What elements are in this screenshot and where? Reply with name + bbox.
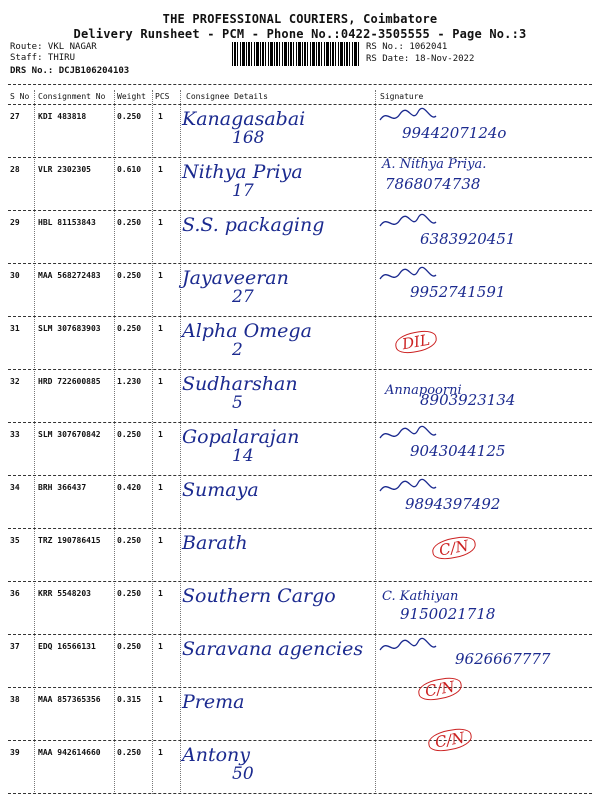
row-divider — [8, 316, 592, 317]
signature-phone: 9626667777 — [455, 650, 551, 668]
consignment-number: BRH 366437 — [38, 483, 87, 492]
row-divider — [8, 581, 592, 582]
consignment-number: HRD 722600885 — [38, 377, 101, 386]
serial-number: 28 — [10, 165, 20, 174]
row-divider — [8, 634, 592, 635]
weight-value: 0.250 — [117, 324, 142, 333]
weight-value: 0.250 — [117, 536, 142, 545]
row-divider — [8, 687, 592, 688]
signature-phone: 6383920451 — [420, 230, 516, 248]
table-row — [0, 106, 600, 166]
consignee-name: Nithya Priya — [182, 161, 303, 183]
pieces-count: 1 — [158, 271, 163, 280]
status-mark: C/N — [427, 726, 473, 753]
rs-no-label: RS No.: 1062041 — [366, 42, 448, 52]
consignee-name: Barath — [182, 532, 248, 554]
serial-number: 29 — [10, 218, 20, 227]
pieces-count: 1 — [158, 218, 163, 227]
pieces-count: 1 — [158, 112, 163, 121]
consignee-name: Prema — [182, 691, 245, 713]
pieces-count: 1 — [158, 589, 163, 598]
consignee-door-number: 5 — [232, 393, 243, 413]
staff-label: Staff: THIRU — [10, 53, 76, 63]
consignment-number: SLM 307670842 — [38, 430, 101, 439]
consignee-name: Saravana agencies — [182, 638, 364, 660]
row-divider — [8, 740, 592, 741]
serial-number: 36 — [10, 589, 20, 598]
weight-value: 0.250 — [117, 271, 142, 280]
table-row — [0, 677, 600, 749]
row-divider — [8, 422, 592, 423]
status-mark: C/N — [417, 675, 463, 702]
serial-number: 38 — [10, 695, 20, 704]
signature-note: Annapoorni — [385, 383, 462, 398]
weight-value: 0.250 — [117, 748, 142, 757]
consignee-name: S.S. packaging — [182, 214, 325, 236]
pieces-count: 1 — [158, 536, 163, 545]
consignment-number: VLR 2302305 — [38, 165, 91, 174]
pieces-count: 1 — [158, 642, 163, 651]
table-row — [0, 265, 600, 325]
consignee-name: Gopalarajan — [182, 426, 300, 448]
table-row — [0, 477, 600, 537]
consignment-number: MAA 568272483 — [38, 271, 101, 280]
route-label: Route: VKL NAGAR — [10, 42, 97, 52]
serial-number: 35 — [10, 536, 20, 545]
row-divider — [8, 369, 592, 370]
serial-number: 39 — [10, 748, 20, 757]
table-row — [0, 318, 600, 378]
row-divider — [8, 157, 592, 158]
pieces-count: 1 — [158, 377, 163, 386]
consignee-name: Kanagasabai — [182, 108, 306, 130]
column-header-signature: Signature — [380, 92, 424, 101]
row-divider — [8, 528, 592, 529]
consignee-name: Antony — [182, 744, 251, 766]
column-header-sno: S No — [10, 92, 30, 101]
weight-value: 0.250 — [117, 589, 142, 598]
serial-number: 27 — [10, 112, 20, 121]
column-header-consignment: Consignment No — [38, 92, 106, 101]
row-divider — [8, 475, 592, 476]
row-divider — [8, 210, 592, 211]
pieces-count: 1 — [158, 695, 163, 704]
consignment-number: KDI 483818 — [38, 112, 87, 121]
barcode — [232, 42, 360, 66]
consignment-number: EDQ 16566131 — [38, 642, 96, 651]
row-divider — [8, 793, 592, 794]
weight-value: 0.420 — [117, 483, 142, 492]
consignment-number: MAA 857365356 — [38, 695, 101, 704]
serial-number: 34 — [10, 483, 20, 492]
rs-date-label: RS Date: 18-Nov-2022 — [366, 54, 475, 64]
pieces-count: 1 — [158, 165, 163, 174]
weight-value: 0.250 — [117, 642, 142, 651]
serial-number: 33 — [10, 430, 20, 439]
consignee-door-number: 14 — [232, 446, 254, 466]
consignee-name: Alpha Omega — [182, 320, 312, 342]
weight-value: 0.250 — [117, 112, 142, 121]
drs-label: DRS No.: DCJB106204103 — [10, 66, 130, 76]
signature-phone: 9894397492 — [405, 495, 501, 513]
consignee-name: Sudharshan — [182, 373, 298, 395]
consignee-name: Sumaya — [182, 479, 259, 501]
row-divider — [8, 263, 592, 264]
signature-phone: 9043044125 — [410, 442, 506, 460]
column-header-consignee: Consignee Details — [186, 92, 268, 101]
runsheet-subtitle: Delivery Runsheet - PCM - Phone No.:0422-3505555 - Page No.:3 — [73, 27, 527, 41]
table-row — [0, 159, 600, 219]
weight-value: 0.250 — [117, 218, 142, 227]
weight-value: 0.250 — [117, 430, 142, 439]
pieces-count: 1 — [158, 324, 163, 333]
status-mark: DIL — [394, 329, 439, 356]
consignee-door-number: 2 — [232, 340, 243, 360]
serial-number: 32 — [10, 377, 20, 386]
weight-value: 1.230 — [117, 377, 142, 386]
consignment-number: MAA 942614660 — [38, 748, 101, 757]
serial-number: 37 — [10, 642, 20, 651]
consignee-door-number: 27 — [232, 287, 254, 307]
signature-phone: 7868074738 — [385, 175, 481, 193]
signature-phone: 8903923134 — [420, 391, 516, 409]
page-title: THE PROFESSIONAL COURIERS, Coimbatore — [162, 12, 438, 26]
table-row — [0, 583, 600, 643]
consignment-number: KRR 5548203 — [38, 589, 91, 598]
serial-number: 31 — [10, 324, 20, 333]
signature-note: C. Kathiyan — [382, 589, 459, 604]
signature-note: A. Nithya Priya. — [382, 157, 487, 172]
table-row — [0, 530, 600, 590]
table-row — [0, 728, 600, 802]
consignee-name: Southern Cargo — [182, 585, 336, 607]
signature-phone: 9150021718 — [400, 605, 496, 623]
consignment-number: SLM 307683903 — [38, 324, 101, 333]
table-row — [0, 371, 600, 431]
signature-scribble — [378, 636, 438, 658]
column-header-divider — [8, 104, 592, 105]
pieces-count: 1 — [158, 483, 163, 492]
table-row — [0, 424, 600, 484]
consignee-door-number: 50 — [232, 764, 254, 784]
header-divider — [8, 84, 592, 85]
consignment-number: HBL 81153843 — [38, 218, 96, 227]
consignee-door-number: 17 — [232, 181, 254, 201]
signature-phone: 9944207124o — [402, 124, 507, 142]
weight-value: 0.610 — [117, 165, 142, 174]
table-row — [0, 636, 600, 696]
column-header-pcs: PCS — [155, 92, 170, 101]
consignment-number: TRZ 190786415 — [38, 536, 101, 545]
status-mark: C/N — [431, 534, 477, 561]
pieces-count: 1 — [158, 430, 163, 439]
signature-phone: 9952741591 — [410, 283, 506, 301]
consignee-name: Jayaveeran — [182, 267, 289, 289]
weight-value: 0.315 — [117, 695, 142, 704]
pieces-count: 1 — [158, 748, 163, 757]
table-row — [0, 212, 600, 272]
serial-number: 30 — [10, 271, 20, 280]
consignee-door-number: 168 — [232, 128, 265, 148]
column-header-weight: Weight — [117, 92, 146, 101]
